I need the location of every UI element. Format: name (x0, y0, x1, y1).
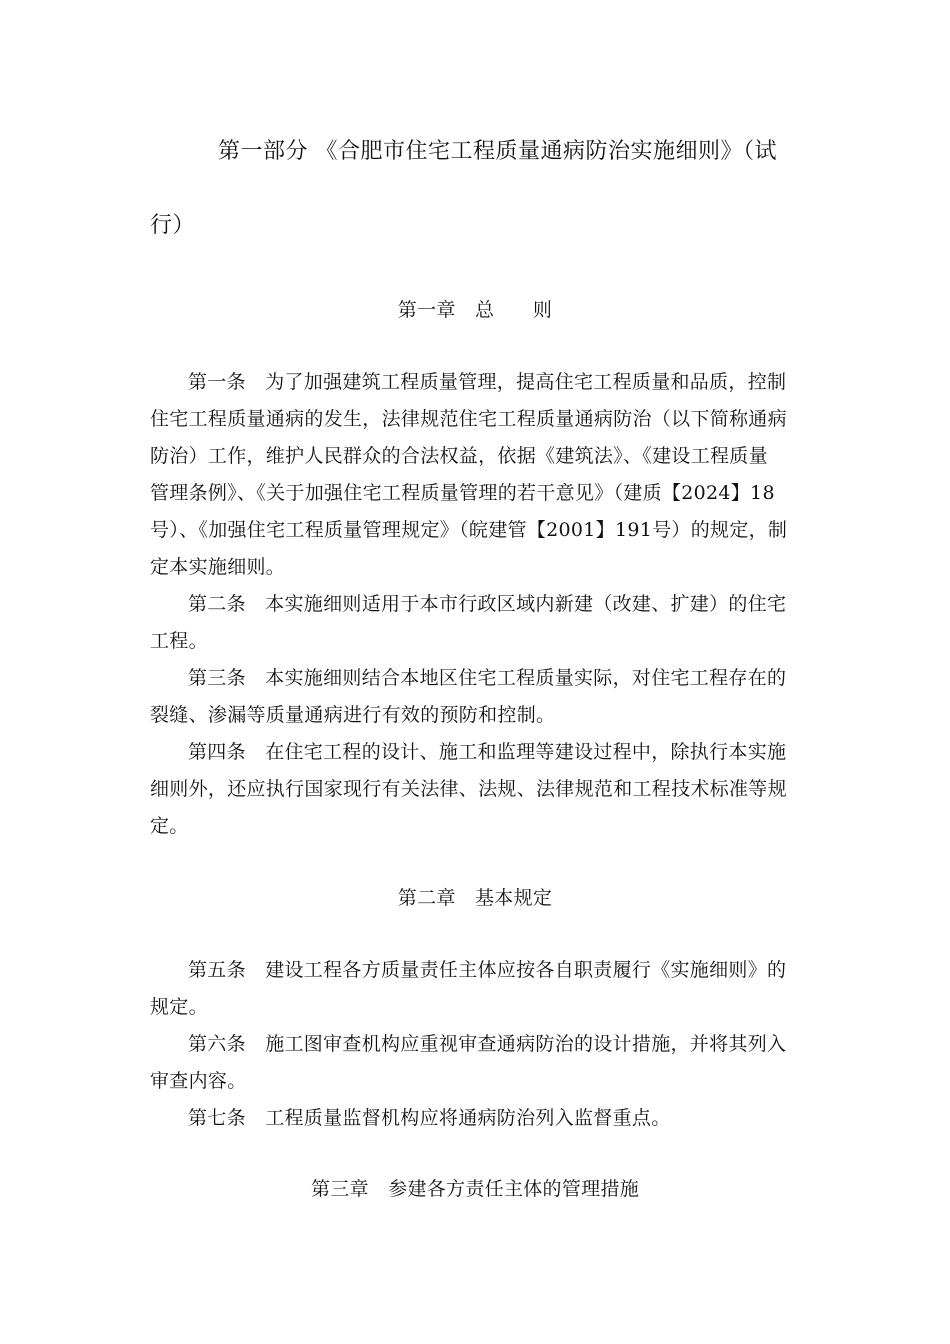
article-6-line-1: 第六条 施工图审查机构应重视审查通病防治的设计措施，并将其列入 (188, 1033, 787, 1055)
article-2-line-1: 第二条 本实施细则适用于本市行政区域内新建（改建、扩建）的住宅 (188, 593, 787, 615)
article-1-line-1: 第一条 为了加强建筑工程质量管理，提高住宅工程质量和品质，控制 (188, 371, 787, 393)
article-1-line-3: 防治）工作，维护人民群众的合法权益，依据《建筑法》、《建设工程质量 (150, 445, 768, 467)
article-3-line-1: 第三条 本实施细则结合本地区住宅工程质量实际，对住宅工程存在的 (188, 667, 787, 689)
article-5-line-1: 第五条 建设工程各方质量责任主体应按各自职责履行《实施细则》的 (188, 959, 787, 981)
article-5-line-2: 规定。 (150, 996, 208, 1018)
chapter-1-heading: 第一章 总 则 (397, 299, 553, 321)
document-title-line-1: 第一部分 《合肥市住宅工程质量通病防治实施细则》（试 (218, 139, 777, 164)
article-4-line-1: 第四条 在住宅工程的设计、施工和监理等建设过程中，除执行本实施 (188, 741, 787, 763)
article-3-line-2: 裂缝、渗漏等质量通病进行有效的预防和控制。 (150, 704, 556, 726)
article-4-line-2: 细则外，还应执行国家现行有关法律、法规、法律规范和工程技术标准等规 (150, 778, 787, 800)
chapter-3-heading: 第三章 参建各方责任主体的管理措施 (310, 1178, 640, 1200)
article-1-line-4: 管理条例》、《关于加强住宅工程质量管理的若干意见》（建质【2024】18 (150, 482, 775, 504)
article-4-line-3: 定。 (150, 815, 189, 837)
article-1-line-2: 住宅工程质量通病的发生，法律规范住宅工程质量通病防治（以下简称通病 (150, 408, 787, 430)
article-1-line-5: 号）、《加强住宅工程质量管理规定》（皖建管【2001】191号）的规定，制 (150, 519, 788, 541)
article-7-line-1: 第七条 工程质量监督机构应将通病防治列入监督重点。 (188, 1107, 671, 1129)
article-2-line-2: 工程。 (150, 630, 208, 652)
chapter-2-heading: 第二章 基本规定 (397, 887, 553, 909)
article-1-line-6: 定本实施细则。 (150, 556, 286, 578)
article-6-line-2: 审查内容。 (150, 1070, 247, 1092)
document-title-line-2: 行） (150, 213, 196, 238)
